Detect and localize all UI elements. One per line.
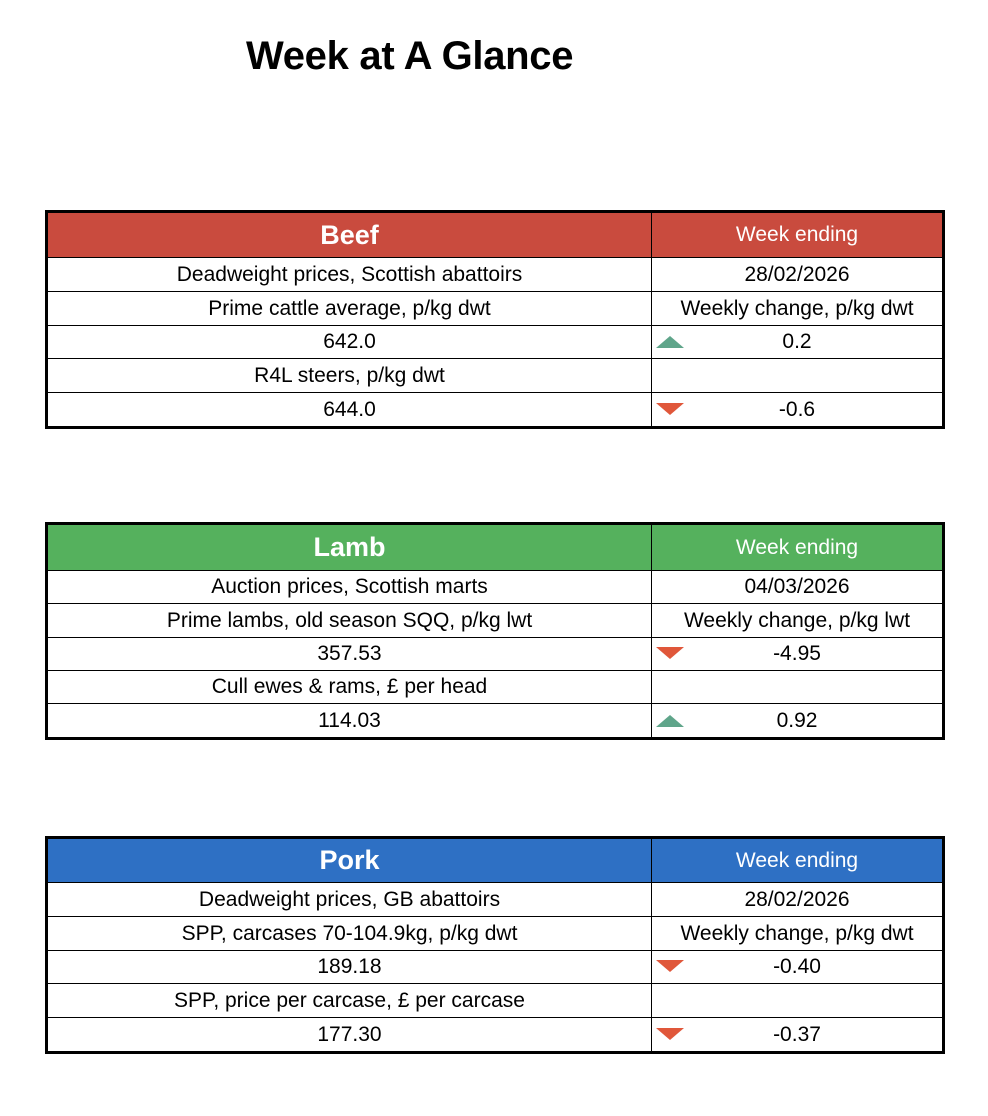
pork-metric2-value-row [48, 1017, 942, 1051]
beef-empty-cell [652, 359, 942, 392]
pork-header-row [48, 839, 942, 882]
page-title: Week at A Glance [246, 34, 574, 78]
pork-metric2-label-row [48, 983, 942, 1017]
beef-week-date: 28/02/2026 [744, 262, 850, 286]
beef-source-row [48, 257, 942, 291]
beef-metric2-label: R4L steers, p/kg dwt [48, 359, 652, 392]
lamb-metric1-label: Prime lambs, old season SQQ, p/kg lwt [48, 604, 652, 637]
down-arrow-icon [656, 647, 684, 659]
pork-metric2-label: SPP, price per carcase, £ per carcase [48, 984, 652, 1017]
lamb-source-row [48, 570, 942, 603]
pork-week-ending-label: Week ending [735, 848, 859, 872]
beef-metric2-label-row [48, 358, 942, 392]
pork-metric1-label-row [48, 916, 942, 950]
up-arrow-icon [656, 336, 684, 348]
lamb-week-date: 04/03/2026 [744, 575, 850, 598]
pork-source-label: Deadweight prices, GB abattoirs [48, 883, 652, 916]
lamb-empty-cell [652, 671, 942, 703]
lamb-week-ending-label: Week ending [735, 535, 859, 559]
down-arrow-icon [656, 960, 684, 972]
lamb-metric2-label: Cull ewes & rams, £ per head [48, 671, 652, 703]
pork-metric1-value-row [48, 950, 942, 983]
lamb-metric2-value: 114.03 [48, 704, 652, 737]
lamb-metric2-label-row [48, 670, 942, 703]
pork-metric2-change: -0.37 [773, 1022, 821, 1046]
beef-header-title: Beef [48, 213, 652, 257]
lamb-metric1-label-row [48, 603, 942, 637]
lamb-metric1-value-row [48, 637, 942, 670]
lamb-change-label: Weekly change, p/kg lwt [683, 608, 911, 632]
pork-metric1-change: -0.40 [773, 955, 821, 978]
pork-week-date: 28/02/2026 [744, 887, 850, 911]
beef-source-label: Deadweight prices, Scottish abattoirs [48, 258, 652, 291]
beef-metric1-label: Prime cattle average, p/kg dwt [48, 292, 652, 325]
beef-metric2-change: -0.6 [778, 397, 816, 421]
up-arrow-icon [656, 715, 684, 727]
pork-metric1-change-cell [652, 951, 942, 983]
lamb-metric2-change-cell [652, 704, 942, 737]
beef-metric1-change: 0.2 [782, 330, 812, 353]
lamb-header-title: Lamb [48, 525, 652, 570]
pork-metric2-value: 177.30 [48, 1018, 652, 1051]
beef-metric2-value: 644.0 [48, 393, 652, 426]
beef-metric1-label-row [48, 291, 942, 325]
down-arrow-icon [656, 403, 684, 415]
pork-header-title: Pork [48, 839, 652, 882]
lamb-metric2-value-row [48, 703, 942, 737]
down-arrow-icon [656, 1028, 684, 1040]
beef-metric1-change-cell [652, 326, 942, 358]
pork-empty-cell [652, 984, 942, 1017]
pork-table [45, 836, 945, 1054]
beef-header-row [48, 213, 942, 257]
pork-change-label: Weekly change, p/kg dwt [680, 921, 914, 945]
pork-metric1-label: SPP, carcases 70-104.9kg, p/kg dwt [48, 917, 652, 950]
lamb-metric1-change-cell [652, 638, 942, 670]
beef-metric2-change-cell [652, 393, 942, 426]
beef-metric2-value-row [48, 392, 942, 426]
pork-metric2-change-cell [652, 1018, 942, 1051]
pork-source-row [48, 882, 942, 916]
pork-metric1-value: 189.18 [48, 951, 652, 983]
lamb-metric1-change: -4.95 [773, 642, 821, 665]
beef-metric1-value: 642.0 [48, 326, 652, 358]
beef-change-label: Weekly change, p/kg dwt [680, 296, 914, 320]
lamb-metric2-change: 0.92 [776, 708, 818, 732]
lamb-header-row [48, 525, 942, 570]
beef-week-ending-label: Week ending [735, 223, 859, 246]
beef-table [45, 210, 945, 429]
lamb-metric1-value: 357.53 [48, 638, 652, 670]
lamb-source-label: Auction prices, Scottish marts [48, 571, 652, 603]
beef-metric1-value-row [48, 325, 942, 358]
lamb-table [45, 522, 945, 740]
